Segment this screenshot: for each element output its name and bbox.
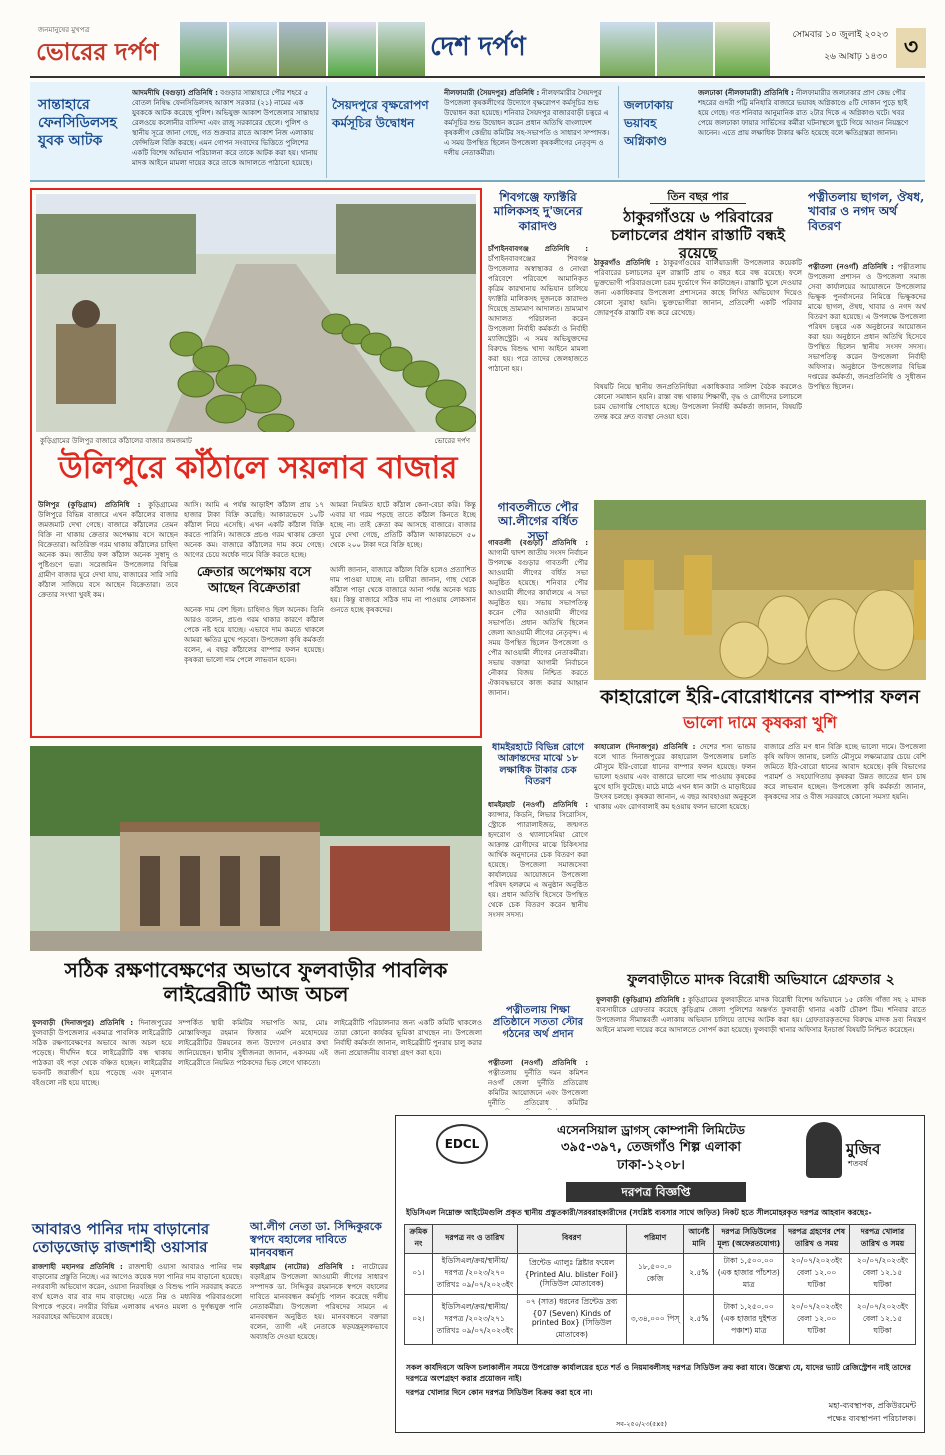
cell-qty: ১৮,৫০০.০ কেজি xyxy=(626,1254,684,1295)
headline-gabtoli: গাবতলীতে পৌর আ.লীগের বর্ধিত সভা xyxy=(497,500,579,543)
edcl-logo: EDCL xyxy=(436,1124,488,1164)
body-text: লাইব্রেরীটি পরিচালনার জন্য একটি কমিটি থাকলেও তারা কোনো কার্যকর ভূমিকা রাখছেন না। উপজেলা নির্বাহী কর্মকর্তা জানান, লাইব্রেরীটি পুনরায় চালু করার জন্য প্রয়োজনীয় ব্যবস্থা গ্রহণ করা হবে। xyxy=(334,1019,482,1057)
article-santahar xyxy=(132,88,322,176)
body-text: আসি। আমি এ পর্যন্ত আড়াইশ কাঁঠাল প্রায় ১৭ হাজার টাকা বিক্রি করেছি। আকারভেদে ১০টি কাঁঠাল নিয়ে এসেছি। এখন একটি কাঁঠাল বিক্রি করতে পারিনি। আজকে প্রচণ্ড গরম থাকায় ক্রেতা অনেক কম। বাজারে কাঁঠালের দাম কমে গেছে। আগের চেয়ে অর্ধেক দামে বিক্রি করতে হচ্ছে। xyxy=(184,501,324,558)
section-title: দেশ দর্পণ xyxy=(430,32,526,62)
paddy-harvest-photo xyxy=(594,500,926,680)
top-news-band xyxy=(30,82,925,182)
tender-signature-2: পক্ষেঃ ব্যবস্থাপনা পরিচালক। xyxy=(826,1414,916,1423)
body-text: কুড়িগ্রামের উলিপুরে বিভিন্ন বাজারে এখন কাঁঠালের বাজার জমজমাট দেখা গেছে। বাজারে কাঁঠালের তেমন বিক্রি না থাকায় ক্রেতার অপেক্ষায় বসে আছেন বিক্রেতারা। অতিরিক্ত গরম থাকায় কাঁঠালের চাহিদা অনেক কম। জাতীয় ফল কাঁঠাল অনেক সুস্বাদু ও পুষ্টিগুণে ভরা। সরেজমিন উপজেলার বিভিন্ন গ্রামীণ বাজার ঘুরে দেখা যায়, বাজারের সারি সারি কাঁঠাল সাজিয়ে বসে আছেন বিক্রেতারা। তবে ক্রেতার সংখ্যা খুবই কম। xyxy=(38,501,178,599)
body-text: নীলফামারীর জলঢাকার প্রাণ কেন্দ্র পৌর শহরের গুদরী পট্টি মনিহারি বাজারে ভয়াবহ অগ্নিকাণ্ডে ৫টি দোকান পুড়ে ছাই হয়ে গেছে। গত শনিবার আনুমানিক রাত ২টার দিকে এ অগ্নিকাণ্ড ঘটে। খবর পেয়ে জলঢাকা ফায়ার সার্ভিসের কর্মীরা ঘটনাস্থলে ছুটে গিয়ে আগুন নিয়ন্ত্রণে আনেন। এতে প্রায় লক্ষাধিক টাকার ক্ষতি হয়েছে বলে ক্ষতিগ্রস্তরা জানান। xyxy=(698,89,909,137)
tender-table xyxy=(404,1224,916,1345)
body-text: নীলফামারীর সৈয়দপুর উপজেলা কৃষকলীগের উদ্যোগে বৃক্ষরোপণ কর্মসূচির শুভ উদ্বোধন করা হয়েছে। শনিবার সৈয়দপুর বাজারবাড়ী চত্বরে এ কর্মসূচির শুভ উদ্বোধন করেন প্রধান অতিথি বাংলাদেশ কৃষকলীগ কেন্দ্রীয় কমিটির সহ-সভাপতি ও সাধারণ সম্পাদক। এ সময় উপস্থিত ছিলেন উপজেলা কৃষকলীগের নেতৃবৃন্দ ও দলীয় নেতাকর্মীরা। xyxy=(444,89,610,157)
byline: বড়াইগ্রাম (নাটোর) প্রতিনিধি : xyxy=(250,1263,355,1271)
byline: ফুলবাড়ী (দিনাজপুর) প্রতিনিধি : xyxy=(32,1019,134,1027)
date-english: সোমবার ১০ জুলাই ২০২৩ xyxy=(792,30,888,40)
table-row xyxy=(405,1295,916,1345)
headline-fulbari: ফুলবাড়ীতে মাদক বিরোধী অভিযানে গ্রেফতার ২ xyxy=(627,972,895,988)
body-text: সম্পর্কিত স্থায়ী কমিটির সভাপতি আর, মোঃ মোস্তাফিজুর রহমান ফিজার এমপি মহোদয়ের লাইব্রেরীটির উন্নয়নের জন্য উদ্যোগ নেওয়ার কথা জানিয়েছেন। স্থানীয় সুধীজনরা জানান, একসময় এই লাইব্রেরীতে নিয়মিত পাঠকদের ভিড় লেগে থাকতো। xyxy=(178,1019,328,1067)
body-text: বগুড়ার সান্তাহারে পৌর শহরে ৫ বোতল নিষিদ্ধ ফেনসিডিলসহ আকাশ সরকার (২১) নামের এক যুবককে আটক করেছে পুলিশ। অভিযুক্ত আকাশ উপজেলার সান্তাহার রেলওয়ে কলোনীর বাসিন্দা এবং রাজু সরকারের ছেলে। পুলিশ ও স্থানীয় সূত্রে জানা গেছে, গত শুক্রবার রাতে আকাশ নিজ এলাকায় ফেন্সিডিল বিক্রি করছে। এমন গোপন সংবাদের ভিত্তিতে পুলিশের একটি বিশেষ অভিযান পরিচালনা করে তাকে আটক করা হয়। থানায় মাদক আইনে মামলা দায়ের করে তাকে আদালতে পাঠানো হয়েছে। xyxy=(132,89,320,167)
cell-desc: প্রিন্টেড এ্যালুঃ ব্লিষ্টার ফয়েল {Printed Alu. blister Foil} (সিডিউল মোতাবেক) xyxy=(517,1254,626,1295)
tender-address-1: ৩৯৫-৩৯৭, তেজগাঁও শিল্প এলাকা xyxy=(561,1140,741,1155)
article-thakurgaon-1 xyxy=(594,258,802,378)
main-story-col3b xyxy=(330,565,476,733)
tender-code: সব-২৫০/২৩(৫x৫) xyxy=(616,1420,667,1428)
subheadline-kaharol: ভালো দামে কৃষকরা খুশি xyxy=(683,713,837,732)
byline: রাজশাহী মহানগর প্রতিনিধি : xyxy=(32,1263,123,1271)
cell-price: টাকা ১,৫০০.০০ (এক হাজার পাঁচশত) মাত্র xyxy=(714,1254,784,1295)
article-library-2 xyxy=(178,1018,328,1213)
body-text: নাটোরের বড়াইগ্রাম উপজেলা আওয়ামী লীগের সাধারণ সম্পাদক ডা. সিদ্দিকুর রহমানকে স্বপদে বহালের দাবিতে মানববন্ধন কর্মসূচি পালন করেছে দলীয় নেতাকর্মীরা। উপজেলা পরিষদের সামনে এ মানববন্ধন অনুষ্ঠিত হয়। মানববন্ধনে বক্তারা বলেন, ত্যাগী এই নেতাকে ষড়যন্ত্রমূলকভাবে অব্যাহতি দেওয়া হয়েছে। xyxy=(250,1263,388,1341)
col-header: বিবরণ xyxy=(517,1225,626,1254)
main-story-col3a xyxy=(330,500,476,558)
article-patnitala xyxy=(808,262,926,494)
jackfruit-market-photo xyxy=(36,194,476,432)
date-block xyxy=(778,24,888,68)
body-text: আলী জানান, বাজারে কাঁঠাল বিক্রি হলেও প্রত্যাশিত দাম পাওয়া যাচ্ছে না। চাষীরা জানান, গাছ থেকে কাঁঠাল পাড়া থেকে বাজারে আনা পর্যন্ত অনেক খরচ হয়। কিন্তু বাজারে সঠিক দাম না পাওয়ায় লোকসান গুনতে হচ্ছে কৃষকদের। xyxy=(330,566,476,614)
body-text: আমরা নিয়মিত হাটে কাঁঠাল কেনা-বেচা করি। কিন্তু এবার যা গরম পড়ছে তাতে কাঁঠাল কিনতে ইচ্ছে হচ্ছে না। তাই ক্রেতা কম আসছে বাজারে। বাজার ঘুরে দেখা গেছে, প্রতিটি কাঁঠাল আকারভেদে ৫০ থেকে ২০০ টাকা দরে বিক্রি হচ্ছে। xyxy=(330,501,476,549)
body-text: পত্নীতলায় উপজেলা প্রশাসন ও উপজেলা সমাজ সেবা কার্যালয়ের আয়োজনে উপজেলার ভিক্ষুক পুনর্বাসনের নিমিত্তে ভিক্ষুকদের মাঝে ছাগল, ঔষধ, খাবার ও নগদ অর্থ বিতরণ করা হয়েছে। এ উপলক্ষে উপজেলা পরিষদ চত্বরে এক অনুষ্ঠানের আয়োজন করা হয়। অনুষ্ঠানে প্রধান অতিথি হিসেবে উপস্থিত ছিলেন স্থানীয় সংসদ সদস্য। সভাপতিত্ব করেন উপজেলা নির্বাহী অফিসার। অনুষ্ঠানে উপজেলার বিভিন্ন দপ্তরের কর্মকর্তা, জনপ্রতিনিধি ও সুধীজন উপস্থিত ছিলেন। xyxy=(808,263,926,391)
byline: ঠাকুরগাঁও প্রতিনিধি : xyxy=(594,259,659,267)
library-photo-illustration xyxy=(30,746,482,951)
tender-table-wrap xyxy=(404,1224,916,1345)
main-headline: উলিপুরে কাঁঠালে সয়লাব বাজার xyxy=(58,450,458,486)
article-shibganj xyxy=(488,244,588,494)
page-number: ৩ xyxy=(896,28,926,68)
masthead-photo xyxy=(279,22,326,76)
byline: পত্নীতলা (নওগাঁ) প্রতিনিধি : xyxy=(488,1059,588,1067)
newspaper-logo xyxy=(30,20,180,78)
kicker-thakurgaon: তিন বছর পার xyxy=(650,190,746,204)
divider xyxy=(618,86,619,178)
divider xyxy=(326,86,327,178)
body-text: চাঁপাইনবাবগঞ্জের শিবগঞ্জ উপজেলার অস্বাস্থ্যকর ও নোংরা পরিবেশে পরিবেশে আমানিকৃত কৃত্রিম কারখানায় অভিযান চালিয়ে ফ্যাক্টরি মালিকসহ দুজনকে কারাদণ্ড দিয়েছে ভ্রাম্যমাণ আদালত। ভ্রাম্যমাণ আদালত পরিচালনা করেন উপজেলা নির্বাহী কর্মকর্তা ও নির্বাহী ম্যাজিস্ট্রেট। এ সময় অভিযুক্তদের বিরুদ্ধে বিশুদ্ধ খাদ্য আইনে মামলা করা হয়। পরে তাদের জেলহাজতে পাঠানো হয়। xyxy=(488,255,588,373)
article-kaharol-2 xyxy=(764,742,926,967)
tender-note-1: সকল কার্যদিবসে অফিস চলাকালীন সময়ে উপরোক্ত কার্যালয়ের হতে শর্ত ও নিয়মাবলীসহ দরপত্র সিডিউল ক্রয় করা যাবে। উল্লেখ্য যে, যাদের ভ্যাট রেজিস্ট্রেশন নাই তাদের দরপত্রে অংশগ্রহণ করার প্রয়োজন নাই। xyxy=(406,1363,911,1383)
tender-address-2: ঢাকা-১২০৮। xyxy=(617,1158,685,1173)
byline: চাঁপাইনবাবগঞ্জ প্রতিনিধি : xyxy=(488,245,588,253)
article-wasa xyxy=(32,1262,242,1434)
article-gabtoli xyxy=(488,538,588,736)
cell-earnest: ২.৫% xyxy=(684,1254,714,1295)
article-thakurgaon-2 xyxy=(594,382,802,492)
photo-credit: ভোরের দর্পণ xyxy=(434,437,470,445)
mujib-sub: শতবর্ষ xyxy=(848,1159,868,1168)
masthead xyxy=(30,20,925,78)
jackfruit-photo-illustration xyxy=(36,194,476,432)
masthead-photo xyxy=(657,22,712,76)
logo-text: ভোরের দর্পণ xyxy=(36,37,159,66)
headline-shibganj: শিবগঞ্জে ফ্যাক্টরি মালিকসহ দু'জনের কারাদণ্ড xyxy=(493,190,583,233)
body-text: বাজারে প্রতি মণ ধান বিক্রি হচ্ছে ভালো দামে। উপজেলা কৃষি অফিস জানায়, চলতি মৌসুমে লক্ষ্যমাত্রার চেয়ে বেশি জমিতে ইরি-বোরো ধানের আবাদ হয়েছে। কৃষি বিভাগের পরামর্শ ও সহযোগিতায় কৃষকরা উন্নত জাতের ধান চাষ করে লাভবান হচ্ছেন। উপজেলা কৃষি কর্মকর্তা জানান, কৃষকদের সার ও বীজ সরবরাহে কোনো সমস্যা হয়নি। xyxy=(764,743,926,801)
body-text: বিষয়টি নিয়ে স্থানীয় জনপ্রতিনিধিরা একাধিকবার সালিশ বৈঠক করলেও কোনো সমাধান হয়নি। রাস্তা বন্ধ থাকায় শিক্ষার্থী, বৃদ্ধ ও রোগীদের চলাচলে চরম ভোগান্তি পোহাতে হচ্ছে। উপজেলা নির্বাহী কর্মকর্তা জানান, বিষয়টি তদন্ত করে দ্রুত ব্যবস্থা নেওয়া হবে। xyxy=(594,383,802,421)
byline: ধামইরহাট (নওগাঁ) প্রতিনিধি : xyxy=(488,801,588,809)
logo-tagline: জনমানুষের মুখপত্র xyxy=(38,26,90,34)
body-text: রাজশাহী ওয়াসা আবারও পানির দাম বাড়ানোর প্রস্তুতি নিচ্ছে। এর আগেও কয়েক দফা পানির দাম বাড়ানো হয়েছে। নগরবাসী অভিযোগ করেন, ওয়াসা নিরবচ্ছিন্ন ও বিশুদ্ধ পানি সরবরাহ করতে ব্যর্থ হলেও বার বার দাম বাড়াচ্ছে। এতে নিম্ন ও মধ্যবিত্ত পরিবারগুলো বিপাকে পড়বে। নগরীর বিভিন্ন এলাকায় এখনও ময়লা ও দুর্গন্ধযুক্ত পানি সরবরাহের অভিযোগ রয়েছে। xyxy=(32,1263,242,1321)
headline-santahar: সান্তাহারে ফেনসিডিলসহ যুবক আটক xyxy=(38,97,117,149)
public-library-photo xyxy=(30,746,482,951)
date-bangla: ২৬ আষাঢ় ১৪৩০ xyxy=(824,52,888,62)
headline-patnitala: পত্নীতলায় ছাগল, ঔষধ, খাবার ও নগদ অর্থ বিতরণ xyxy=(808,190,925,233)
col-header: দরপত্র সিডিউলের মূল্য (অফেরতযোগ্য) xyxy=(714,1225,784,1254)
body-text: দেশের শস্য ভান্ডার বলে খ্যাত দিনাজপুরের কাহারোল উপজেলায় চলতি মৌসুমে ইরি-বোরো ধানের বাম্পার ফলন হয়েছে। ফলন ভালো হওয়ায় এবং বাজারে ভালো দাম পাওয়ায় কৃষকের মুখে হাসি ফুটেছে। মাঠে মাঠে এখন ধান কাটা ও মাড়াইয়ের উৎসব চলছে। কৃষকরা জানান, এ বছর আবহাওয়া অনুকূলে থাকায় এবং রোগবালাই কম হওয়ায় ফলন ভালো হয়েছে। xyxy=(594,743,756,811)
article-fulbari xyxy=(596,995,926,1107)
main-subheadline: ক্রেতার অপেক্ষায় বসে আছেন বিক্রেতারা xyxy=(196,565,312,596)
cell-opening: ২০/০৭/২০২৩ইং বেলা ১২.১৫ ঘটিকা xyxy=(850,1254,916,1295)
masthead-photo xyxy=(229,22,276,76)
headline-wasa: আবারও পানির দাম বাড়ানোর তোড়জোড় রাজশাহী ওয়াসার xyxy=(32,1220,210,1256)
byline: আদমদীঘি (বগুড়া) প্রতিনিধি : xyxy=(132,89,218,97)
cell-deadline: ২০/০৭/২০২৩ইং বেলা ১২.০০ ঘটিকা xyxy=(784,1254,850,1295)
byline: কাহারোল (দিনাজপুর) প্রতিনিধি : xyxy=(594,743,696,751)
cell-ref: ইডিসিএল/ক্রয়/স্থানীয়/দরপত্র /২০২৩/২৭১ তারিখঃ ০৯/০৭/২০২৩ইং xyxy=(432,1295,517,1345)
byline: ফুলবাড়ী (কুড়িগ্রাম) প্রতিনিধি : xyxy=(596,996,686,1004)
headline-saidpur: সৈয়দপুরে বৃক্ষরোপণ কর্মসূচির উদ্বোধন xyxy=(332,98,429,130)
headline-library: সঠিক রক্ষণাবেক্ষণের অভাবে ফুলবাড়ীর পাবলিক লাইব্রেরীটি আজ অচল xyxy=(64,958,448,1006)
main-story-col1 xyxy=(38,500,178,732)
byline: জলঢাকা (নীলফামারী) প্রতিনিধি : xyxy=(698,89,794,97)
masthead-photo xyxy=(378,22,425,76)
headline-thakurgaon: ঠাকুরগাঁওয়ে ৬ পরিবারের চলাচলের প্রধান রাস্তাটি বন্ধই রয়েছে xyxy=(611,208,785,262)
col-header: পরিমাণ xyxy=(626,1225,684,1254)
tender-company: এসেনসিয়াল ড্রাগস্ কোম্পানী লিমিটেড xyxy=(557,1123,745,1137)
tender-notice xyxy=(395,1115,925,1433)
body-text: কুড়িগ্রামের ফুলবাড়ীতে মাদক বিরোধী বিশেষ অভিযানে ১৫ কেজি গাঁজা সহ ২ মাদক ব্যবসায়ীকে গ্রেফতার করেছে কুড়িগ্রাম জেলা পুলিশের অন্তর্গত ফুলবাড়ী থানার একটি চৌকশ টিম। শনিবার রাতে উপজেলার সীমান্তবর্তী এলাকায় অভিযান চালিয়ে তাদের আটক করা হয়। গ্রেফতারকৃতদের বিরুদ্ধে মাদক দ্রব্য নিয়ন্ত্রণ আইনে মামলা দায়ের করে আদালতে সোপর্দ করা হয়েছে। ফুলবাড়ী থানার অফিসার ইনচার্জ বিষয়টি নিশ্চিত করেছেন। xyxy=(596,996,926,1034)
tender-title: দরপত্র বিজ্ঞপ্তি xyxy=(566,1182,746,1202)
body-text: আগামী দ্বাদশ জাতীয় সংসদ নির্বাচন উপলক্ষে বগুড়ার গাবতলী পৌর আওয়ামী লীগের বর্ধিত সভা অনুষ্ঠিত হয়েছে। শনিবার পৌর আওয়ামী লীগের কার্যালয়ে এ সভা অনুষ্ঠিত হয়। সভায় সভাপতিত্ব করেন পৌর আওয়ামী লীগের সভাপতি। প্রধান অতিথি ছিলেন জেলা আওয়ামী লীগের নেতৃবৃন্দ। এ সময় উপস্থিত ছিলেন উপজেলা ও পৌর আওয়ামী লীগের নেতাকর্মীরা। সভায় বক্তারা আগামী নির্বাচনে নৌকার বিজয় নিশ্চিত করতে ঐক্যবদ্ধভাবে কাজ করার আহ্বান জানান। xyxy=(488,549,588,697)
cell-opening: ২০/০৭/২০২৩ইং বেলা ১২.১৫ ঘটিকা xyxy=(850,1295,916,1345)
headline-awami: আ.লীগ নেতা ডা. সিদ্দিকুরকে স্বপদে বহালের দাবিতে মানববন্ধন xyxy=(250,1220,382,1260)
byline: গাবতলী (বগুড়া) প্রতিনিধি : xyxy=(488,539,588,547)
body-text: ঠাকুরগাঁওয়ের বালিয়াডাঙ্গী উপজেলার কয়েকটি পরিবারের চলাচলের মূল রাস্তাটি প্রায় ৩ বছর ধরে বন্ধ রয়েছে। ফলে ভুক্তভোগী পরিবারগুলো চরম দুর্ভোগে দিন কাটাচ্ছেন। রাস্তাটি খুলে দেওয়ার জন্য একাধিকবার উপজেলা প্রশাসনের কাছে লিখিত অভিযোগ দিয়েও কোনো সুরাহা হয়নি। ভুক্তভোগীরা জানান, প্রতিবেশী একটি পরিবার জোরপূর্বক রাস্তাটি বন্ধ করে রেখেছে। xyxy=(594,259,802,317)
col-header: দরপত্র গ্রহণের শেষ তারিখ ও সময় xyxy=(784,1225,850,1254)
article-saidpur xyxy=(444,88,614,176)
main-story-col2a xyxy=(184,500,324,558)
byline: উলিপুর (কুড়িগ্রাম) প্রতিনিধি : xyxy=(38,501,141,509)
paddy-photo-illustration xyxy=(594,500,926,680)
cell-deadline: ২০/০৭/২০২৩ইং বেলা ১২.০০ ঘটিকা xyxy=(784,1295,850,1345)
masthead-photo-strip-right xyxy=(600,22,770,76)
col-header: দরপত্র নং ও তারিখ xyxy=(432,1225,517,1254)
main-story-col2b xyxy=(184,605,324,733)
cell-desc: ০৭ (সাত) ধরনের প্রিন্টেড দ্রব্য {07 (Seven) Kinds of printed Box} (সিডিউল মোতাবেক) xyxy=(517,1295,626,1345)
article-patnitala-2 xyxy=(488,1058,588,1110)
masthead-photo xyxy=(180,22,227,76)
body-text: পত্নীতলায় দুর্নীতি দমন কমিশন নওগাঁ জেলা দুর্নীতি প্রতিরোধ কমিটির আয়োজনে এবং উপজেলা দুর্নীতি প্রতিরোধ কমিটির xyxy=(488,1069,588,1107)
headline-patnitala-2: পত্নীতলায় শিক্ষা প্রতিষ্ঠানে সততা স্টোর গঠনের অর্থ প্রদান xyxy=(492,1005,584,1040)
body-text: ক্যান্সার, কিডনি, লিভার সিরোসিস, স্ট্রোকে প্যারালাইজড, জন্মগত হৃদরোগ ও থ্যালাসেমিয়া রোগে আক্রান্ত রোগীদের মাঝে চিকিৎসার আর্থিক অনুদানের চেক বিতরণ করা হয়েছে। উপজেলা সমাজসেবা কার্যালয়ের আয়োজনে উপজেলা পরিষদ হলরুমে এ অনুষ্ঠান অনুষ্ঠিত হয়। প্রধান অতিথি হিসেবে উপস্থিত থেকে চেক বিতরণ করেন স্থানীয় সংসদ সদস্য। xyxy=(488,811,588,919)
article-dhamoirhat xyxy=(488,800,588,1000)
article-kaharol-1 xyxy=(594,742,756,967)
table-header-row xyxy=(405,1225,916,1254)
mujib-logo xyxy=(806,1120,916,1180)
tender-signature-1: মহা-ব্যবস্থাপক, প্রকিউরমেন্ট xyxy=(828,1401,916,1410)
cell-earnest: ২.৫% xyxy=(684,1295,714,1345)
col-header: দরপত্র খোলার তারিখ ও সময় xyxy=(850,1225,916,1254)
byline: নীলফামারী (সৈয়দপুর) প্রতিনিধি : xyxy=(444,89,540,97)
headline-jaldhaka: জলঢাকায় ভয়াবহ অগ্নিকাণ্ড xyxy=(624,98,673,148)
headline-dhamoirhat: ধামইরহাটে বিভিন্ন রোগে আক্রান্তদের মাঝে ১৮ লক্ষাধিক টাকার চেক বিতরণ xyxy=(492,742,584,788)
cell-ref: ইডিসিএল/ক্রয়/স্থানীয়/দরপত্র /২০২৩/২৭০ তারিখঃ ০৯/০৭/২০২৩ইং xyxy=(432,1254,517,1295)
body-text: দিনাজপুরের ফুলবাড়ী উপজেলার একমাত্র পাবলিক লাইব্রেরীটি সঠিক রক্ষণাবেক্ষণের অভাবে আজ অচল হয়ে পড়েছে। দীর্ঘদিন ধরে লাইব্রেরীটি বন্ধ থাকায় পাঠকরা বই পড়া থেকে বঞ্চিত হচ্ছেন। লাইব্রেরীর ভবনটি জরাজীর্ণ হয়ে পড়েছে এবং মূল্যবান বইগুলো নষ্ট হয়ে যাচ্ছে। xyxy=(32,1019,172,1087)
masthead-photo xyxy=(715,22,770,76)
article-jaldhaka xyxy=(698,88,920,176)
cell-no: ০২। xyxy=(405,1295,433,1345)
cell-qty: ৩,৩৪,০০০ পিস্ xyxy=(626,1295,684,1345)
table-row xyxy=(405,1254,916,1295)
masthead-photo xyxy=(328,22,375,76)
mujib-text: মুজিব xyxy=(846,1140,881,1158)
masthead-photo xyxy=(600,22,655,76)
tender-note-2: দরপত্র খোলার দিনে কোন দরপত্র সিডিউল বিক্রয় করা হবে না। xyxy=(406,1388,593,1397)
headline-kaharol: কাহারোলে ইরি-বোরোধানের বাম্পার ফলন xyxy=(600,686,920,708)
body-text: অনেক দাম বেশ ছিল। চাহিদাও ছিল অনেক। তিনি আরও বলেন, প্রচণ্ড গরম থাকার কারণে কাঁঠাল পেকে নষ্ট হয়ে যাচ্ছে। এভাবে দাম কমতে থাকলে আমরা ক্ষতির মুখে পড়বো। উপজেলা কৃষি কর্মকর্তা বলেন, এ বছর কাঁঠালের বাম্পার ফলন হয়েছে। কৃষকরা ভালো দাম পেলে লাভবান হবেন। xyxy=(184,606,324,664)
cell-no: ০১। xyxy=(405,1254,433,1295)
photo-caption: কুড়িগ্রামের উলিপুর বাজারে কাঁঠালের বাজার জমজমাট xyxy=(40,437,192,445)
tender-intro: ইডিসিএল নিম্নোক্ত আইটেমগুলি প্রকৃত স্থানীয় প্রস্তুতকারী/সরবরাহকারীদের (সংশ্লিষ্ট ব্যবসার সাথে জড়িত) নিকট হতে সীলমোহরকৃত দরপত্র আহবান করছেঃ- xyxy=(406,1208,872,1217)
article-awami xyxy=(250,1262,388,1434)
cell-price: টাকা ১,২৫০.০০ (এক হাজার দুইশত পঞ্চাশ) মাত্র xyxy=(714,1295,784,1345)
byline: পত্নীতলা (নওগাঁ) প্রতিনিধি : xyxy=(808,263,894,271)
masthead-photo-strip-left xyxy=(180,22,425,76)
mujib-portrait-icon xyxy=(806,1122,842,1178)
col-header: আর্নেষ্ট মানি xyxy=(684,1225,714,1254)
col-header: ক্রমিক নং xyxy=(405,1225,433,1254)
article-library-1 xyxy=(32,1018,172,1213)
